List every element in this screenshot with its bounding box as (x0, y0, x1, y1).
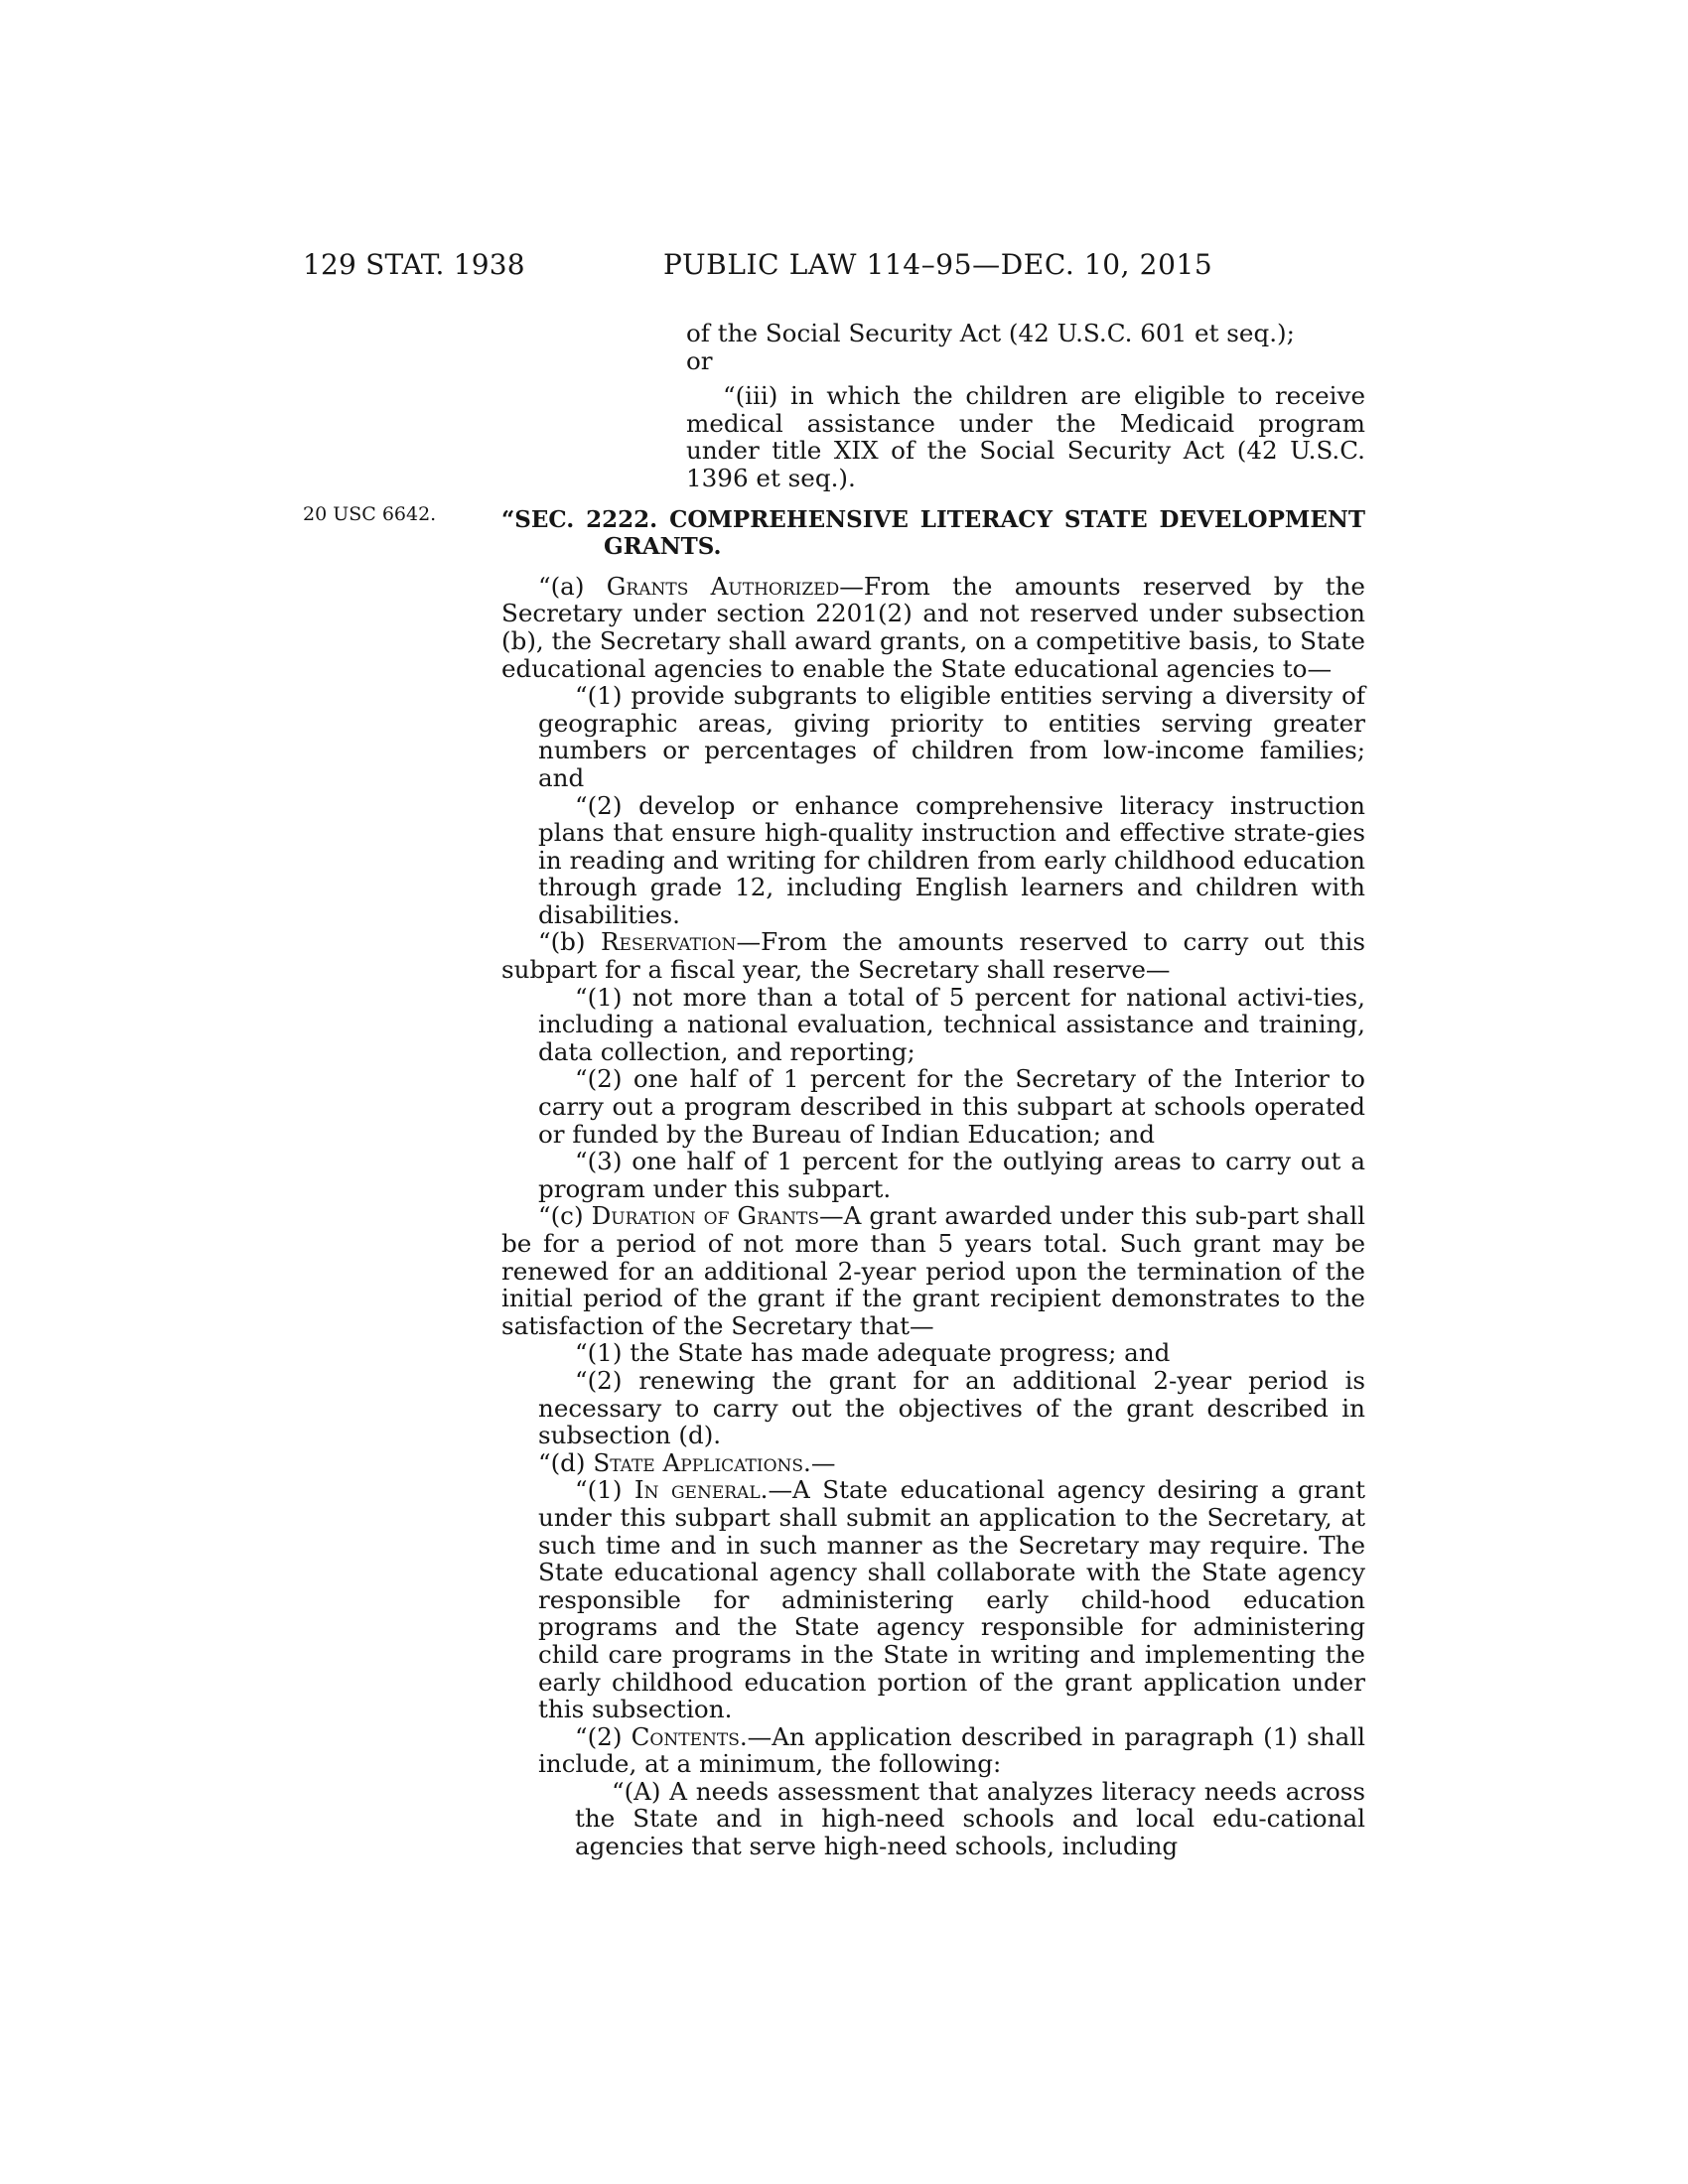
section-title-word: COMPREHENSIVE (669, 505, 909, 533)
section-number: 2222. (586, 505, 658, 533)
subsection-b-heading: Reservation (600, 927, 737, 957)
paragraph-2-heading: Contents (631, 1721, 740, 1751)
subsection-d-paragraph-1 (501, 1476, 1365, 1722)
subsection-d-heading: State Applications (593, 1447, 804, 1477)
subsection-c (501, 1202, 1365, 1339)
subsection-b (501, 928, 1365, 983)
section-heading (501, 506, 1365, 561)
section-title-continuation: GRANTS. (604, 533, 722, 561)
subsection-a (501, 573, 1365, 682)
subsection-d-label: “(d) (538, 1447, 586, 1477)
subsection-b-label: “(b) (538, 927, 586, 957)
paragraph-2-label: “(2) (575, 1721, 623, 1751)
subsection-a-text: —From the amounts reserved by the Secretary under section 2201(2) and not reserved under subsection (b), the Secretary shall award grants, on a competitive basis, to State educational agencies to enable the State educational agencies to— (501, 571, 1365, 683)
clause-iii: “(iii) in which the children are eligible to receive medical assistance under the Medicaid program under title XIX of the Social Security Act (42 U.S.C. 1396 et seq.). (686, 381, 1365, 492)
subsection-b-paragraph-2: “(2) one half of 1 percent for the Secretary of the Interior to carry out a program described in this subpart at schools operated or funded by the Bureau of Indian Education; and (538, 1064, 1365, 1149)
subsection-c-heading: Duration of Grants (591, 1201, 820, 1231)
section-title-word: LITERACY (919, 505, 1054, 533)
continuation-line-1: of the Social Security Act (42 U.S.C. 601 et seq.); (686, 319, 1295, 347)
paragraph-1-heading: In general (633, 1475, 761, 1505)
subsection-a-paragraph-1: “(1) provide subgrants to eligible entities serving a diversity of geographic areas, giving priority to entities serving greater numbers or percentages of children from low-income families; and (538, 681, 1365, 792)
subsection-b-paragraph-3: “(3) one half of 1 percent for the outlying areas to carry out a program under this subpart. (538, 1147, 1365, 1203)
subsection-b-paragraph-1: “(1) not more than a total of 5 percent for national activi-ties, including a national evaluation, technical assistance and training, data collection, and reporting; (538, 982, 1365, 1066)
subsection-c-text: —A grant awarded under this sub-part shall be for a period of not more than 5 years total. Such grant may be renewed for an additional 2-year period upon the termination of the initial period of the grant if the grant recipient demonstrates to the satisfaction of the Secretary that— (501, 1201, 1365, 1340)
paragraph-1-label: “(1) (575, 1475, 623, 1505)
section-title-word: STATE (1063, 505, 1148, 533)
subsection-a-label: “(a) (538, 571, 585, 601)
paragraph-2-text: .—An application described in paragraph (1) shall include, at a minimum, the following: (538, 1721, 1365, 1779)
usc-margin-note: 20 USC 6642. (303, 503, 437, 525)
subsection-d (501, 1449, 1365, 1477)
subsection-c-label: “(c) (538, 1201, 584, 1231)
section-label: “SEC. (501, 505, 575, 533)
subsection-a-paragraph-2: “(2) develop or enhance comprehensive literacy instruction plans that ensure high-quality instruction and effective strate-gies in reading and writing for children from early childhood education through grade 12, including English learners and children with disabilities. (538, 790, 1365, 929)
subsection-c-paragraph-1: “(1) the State has made adequate progress; and (575, 1338, 1171, 1368)
section-title-word: DEVELOPMENT (1159, 505, 1365, 533)
public-law-title: PUBLIC LAW 114–95—DEC. 10, 2015 (663, 248, 1213, 281)
subsection-c-paragraph-2: “(2) renewing the grant for an additional 2-year period is necessary to carry out the objectives of the grant described in subsection (d). (538, 1365, 1365, 1450)
continuation-line-2: or (686, 345, 713, 375)
subsection-b-text: —From the amounts reserved to carry out this subpart for a fiscal year, the Secretary shall reserve— (501, 927, 1365, 985)
page-header (0, 248, 1688, 288)
paragraph-1-text: .—A State educational agency desiring a grant under this subpart shall submit an application to the Secretary, at such time and in such manner as the Secretary may require. The State educational agency shall collaborate with the State agency responsible for administering early child-hood education programs and the State agency responsible for administering child care programs in the State in writing and implementing the early childhood education portion of the grant application under this subsection. (538, 1475, 1365, 1724)
subsection-d-dash: .— (803, 1447, 836, 1477)
subparagraph-A: “(A) A needs assessment that analyzes literacy needs across the State and in high-need schools and local edu-cational agencies that serve high-need schools, including (575, 1776, 1365, 1861)
statute-citation: 129 STAT. 1938 (303, 248, 525, 281)
subsection-d-paragraph-2 (501, 1723, 1365, 1778)
document-body (501, 320, 1365, 1860)
subsection-a-heading: Grants Authorized (606, 571, 840, 601)
